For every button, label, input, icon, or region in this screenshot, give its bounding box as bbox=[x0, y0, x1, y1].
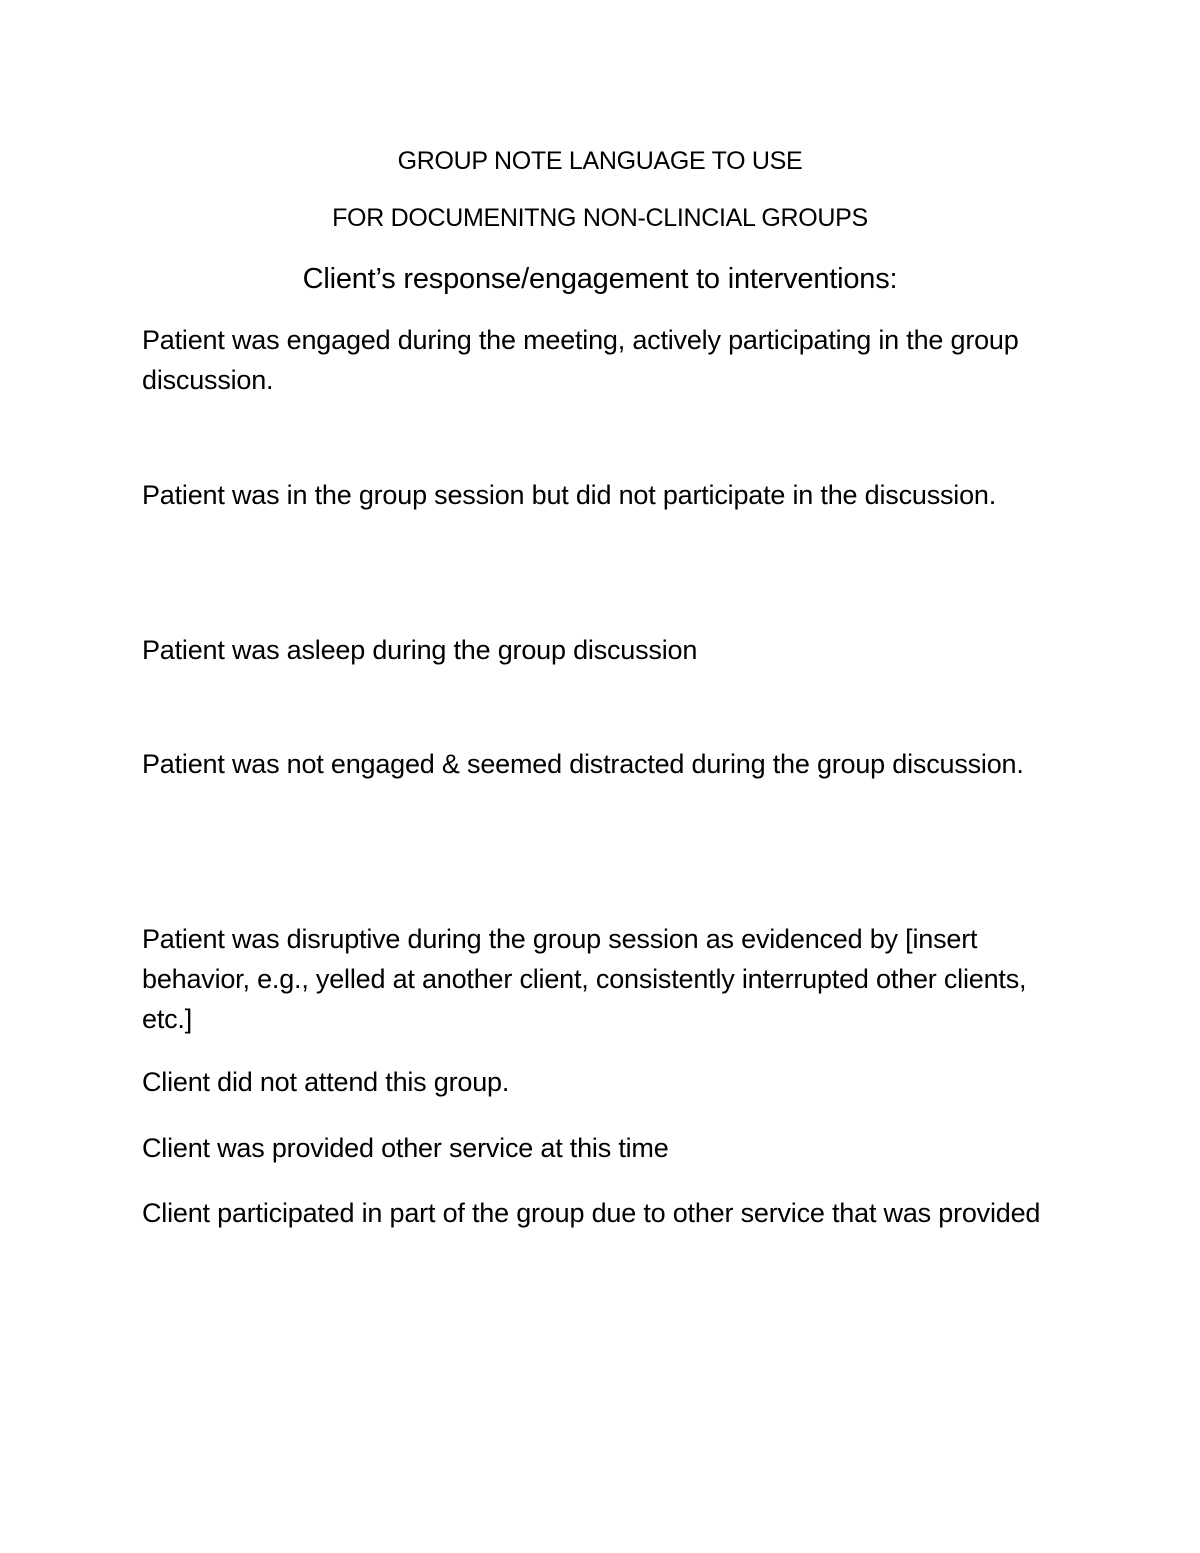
subheading: Client’s response/engagement to interventions: bbox=[302, 263, 898, 295]
statement-disruptive: Patient was disruptive during the group session as evidenced by [insert behavior, e.g., yelled at another client, consistently interrupted other clients, etc.] bbox=[142, 924, 1027, 1034]
statement-asleep: Patient was asleep during the group discussion bbox=[142, 635, 698, 665]
statement-distracted: Patient was not engaged & seemed distracted during the group discussion. bbox=[142, 749, 1024, 779]
statement-no-participation: Patient was in the group session but did not participate in the discussion. bbox=[142, 480, 997, 510]
heading-line-2: FOR DOCUMENITNG NON-CLINCIAL GROUPS bbox=[332, 204, 868, 232]
statement-engaged: Patient was engaged during the meeting, actively participating in the group discussion. bbox=[142, 325, 1019, 395]
heading-line-1: GROUP NOTE LANGUAGE TO USE bbox=[397, 147, 803, 175]
statement-did-not-attend: Client did not attend this group. bbox=[142, 1067, 510, 1097]
statement-other-service: Client was provided other service at this time bbox=[142, 1133, 669, 1163]
statement-partial-participation: Client participated in part of the group due to other service that was provided bbox=[142, 1198, 1041, 1228]
